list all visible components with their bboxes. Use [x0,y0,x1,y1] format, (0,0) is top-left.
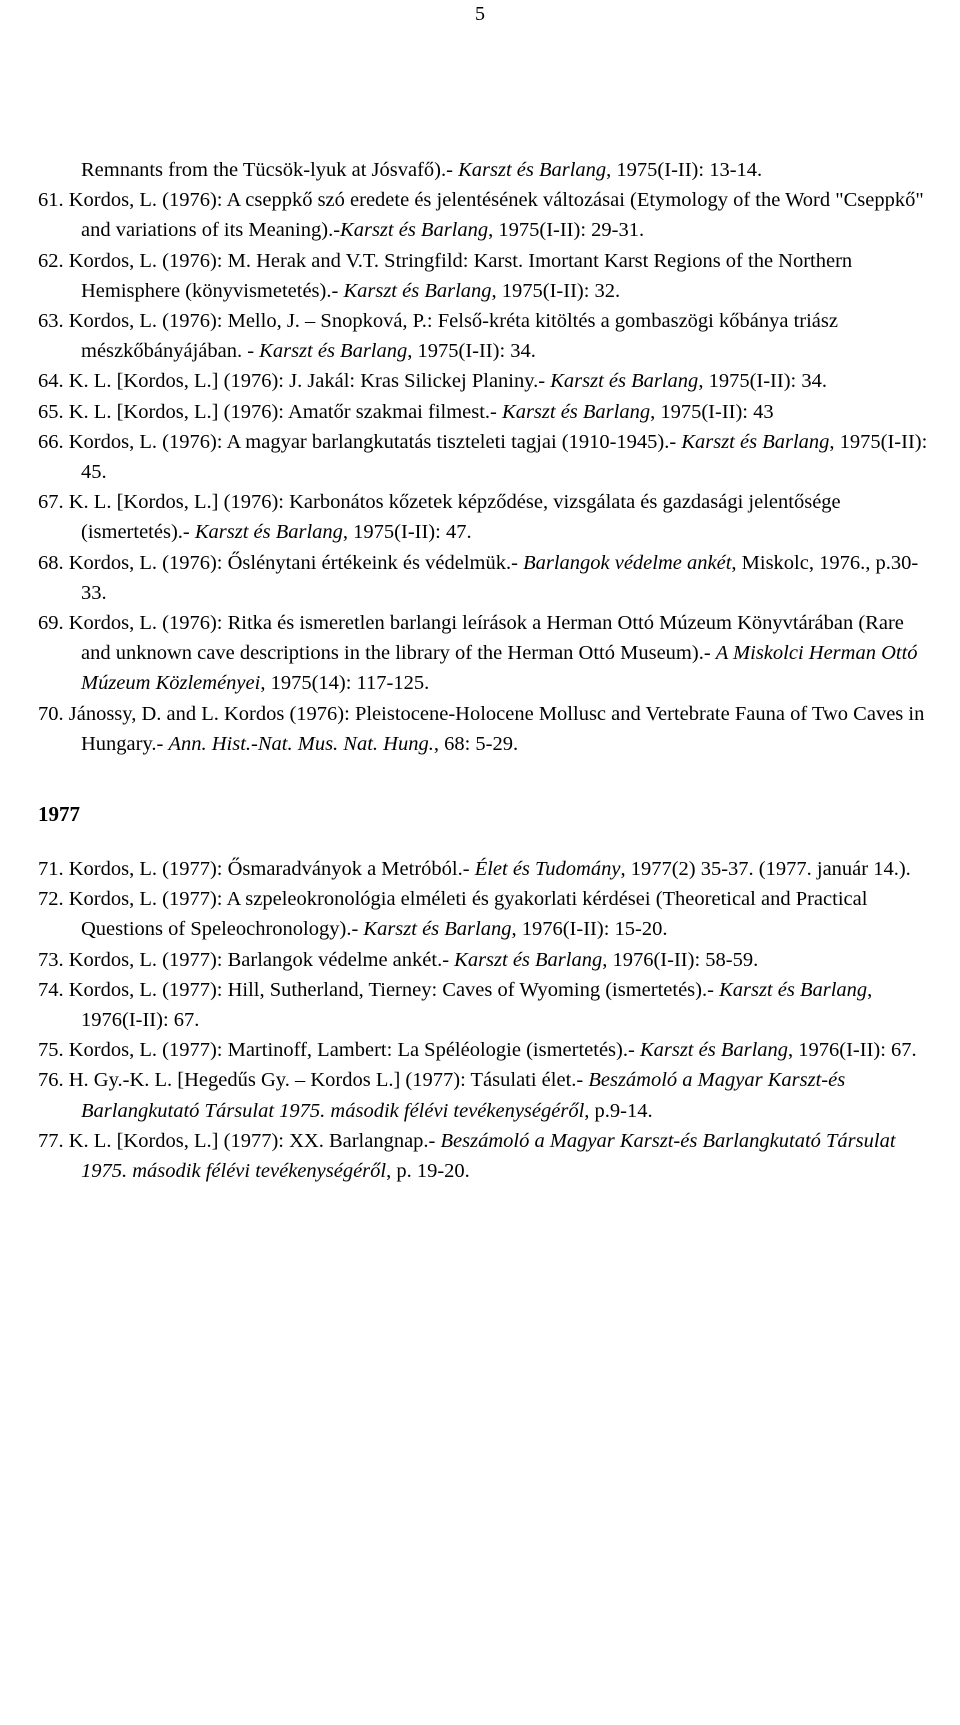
entry-text: 71. Kordos, L. (1977): Ősmaradványok a Metróból.- [38,858,475,881]
entry-text: , 1975(I-II): 45. [81,430,928,484]
entry-text: Remnants from the Tücsök-lyuk at Jósvafő).- [81,159,459,181]
publication-title: Beszámoló a Magyar Karszt-és Barlangkutató Társulat 1975. második félévi tevékenységéről [81,1129,896,1183]
entry-text: , 1975(I-II): 13-14. [606,159,763,181]
entry-text: , 1975(I-II): 47. [342,521,472,544]
bibliography-entry [38,945,938,975]
entry-text: 76. H. Gy.-K. L. [Hegedűs Gy. – Kordos L.] (1977): Tásulati élet.- [38,1069,589,1092]
entry-text: 66. Kordos, L. (1976): A magyar barlangkutatás tiszteleti tagjai (1910-1945).- [38,430,682,453]
entry-text: 64. K. L. [Kordos, L.] (1976): J. Jakál: Kras Silickej Planiny.- [38,370,551,393]
bibliography-entry [38,975,938,1035]
entry-text: , 1976(I-II): 67. [81,978,873,1032]
publication-title: Karszt és Barlang [639,1039,789,1062]
year-heading: 1977 [38,802,80,827]
publication-title: Karszt és Barlang [194,521,343,544]
entry-text: , 1977(2) 35-37. (1977. január 14.). [620,858,911,881]
bibliography-entry [38,1065,938,1125]
bibliography-entry [38,397,938,427]
publication-title: Karszt és Barlang [550,370,699,393]
entry-text: , 1975(I-II): 34. [407,340,536,363]
entry-text: , 1975(I-II): 43 [650,400,774,423]
entry-text: 67. K. L. [Kordos, L.] (1976): Karbonátos kőzetek képződése, vizsgálata és gazdasági jelentősége (ismertetés).- [38,491,841,544]
entry-text: 73. Kordos, L. (1977): Barlangok védelme ankét.- [38,948,455,971]
entry-text: 61. Kordos, L. (1976): A cseppkő szó eredete és jelentésének változásai (Etymology of the Word "Cseppkő" and variations of its Meaning).- [38,189,924,242]
entry-text: , 1976(I-II): 15-20. [511,918,668,941]
publication-title: Karszt és Barlang [343,279,492,302]
bibliography-entry [38,699,938,759]
bibliography-entry [38,427,938,487]
publication-title: Karszt és Barlang [681,430,830,453]
entry-text: , p. 19-20. [386,1160,470,1183]
entry-text: 68. Kordos, L. (1976): Őslénytani értékeink és védelmük.- [38,551,524,574]
bibliography-entry [38,854,938,884]
page-number: 5 [475,3,485,25]
publication-title: Karszt és Barlang [502,400,651,423]
entry-text: , p.9-14. [584,1099,653,1122]
bibliography-entry [38,155,938,185]
entry-text: 62. Kordos, L. (1976): M. Herak and V.T. Stringfild: Karst. Imortant Karst Regions of the Northern Hemisphere (könyvismetetés).- [38,249,853,302]
publication-title: Beszámoló a Magyar Karszt-és Barlangkutató Társulat 1975. második félévi tevékenységéről [81,1069,846,1122]
entry-text: 63. Kordos, L. (1976): Mello, J. – Snopková, P.: Felső-kréta kitöltés a gombaszögi kőbánya triász mészkőbányájában. - [38,310,838,363]
entry-text: , 1975(I-II): 32. [491,279,621,302]
entries-1976 [38,155,938,759]
publication-title: Karszt és Barlang [454,948,603,971]
publication-title: A Miskolci Herman Ottó Múzeum Közleményei [81,642,918,695]
publication-title: Élet és Tudomány [474,858,621,881]
publication-title: Karszt és Barlang [340,219,489,242]
entry-text: 77. K. L. [Kordos, L.] (1977): XX. Barlangnap.- [38,1129,441,1152]
bibliography-entry [38,1035,938,1065]
bibliography-entry [38,1126,938,1186]
bibliography-entry [38,884,938,944]
entry-text: , Miskolc, 1976., p.30-33. [81,551,919,604]
publication-title: Karszt és Barlang [458,159,607,181]
publication-title: Ann. Hist.-Nat. Mus. Nat. Hung. [168,732,434,755]
bibliography-entry [38,548,938,608]
entry-text: 70. Jánossy, D. and L. Kordos (1976): Pleistocene-Holocene Mollusc and Vertebrate Fauna of Two Caves in Hungary.- [38,702,925,755]
entry-text: , 1976(I-II): 67. [788,1039,917,1062]
publication-title: Karszt és Barlang [719,978,868,1001]
entry-text: , 1975(I-II): 29-31. [488,219,645,242]
bibliography-entry [38,185,938,245]
entry-text: 74. Kordos, L. (1977): Hill, Sutherland, Tierney: Caves of Wyoming (ismertetés).- [38,978,720,1001]
entries-1977 [38,854,938,1186]
entry-text: , 1975(14): 117-125. [260,672,430,695]
bibliography-entry [38,246,938,306]
entry-text: , 68: 5-29. [433,732,519,755]
bibliography [38,155,938,1186]
publication-title: Barlangok védelme ankét [523,551,732,574]
publication-title: Karszt és Barlang [259,340,408,363]
bibliography-entry [38,487,938,547]
entry-text: 65. K. L. [Kordos, L.] (1976): Amatőr szakmai filmest.- [38,400,503,423]
entry-text: 75. Kordos, L. (1977): Martinoff, Lambert: La Spéléologie (ismertetés).- [38,1039,640,1062]
bibliography-entry [38,366,938,396]
entry-text: 69. Kordos, L. (1976): Ritka és ismeretlen barlangi leírások a Herman Ottó Múzeum Könyvtárában (Rare and unknown cave descriptions in the library of the Herman Ottó Museum).- [38,612,904,665]
bibliography-entry [38,608,938,699]
entry-text: , 1976(I-II): 58-59. [602,948,759,971]
entry-text: 72. Kordos, L. (1977): A szpeleokronológia elméleti és gyakorlati kérdései (Theoretical and Practical Questions of Speleochronology).- [38,888,868,941]
publication-title: Karszt és Barlang [363,918,512,941]
entry-text: , 1975(I-II): 34. [698,370,827,393]
bibliography-entry [38,306,938,366]
